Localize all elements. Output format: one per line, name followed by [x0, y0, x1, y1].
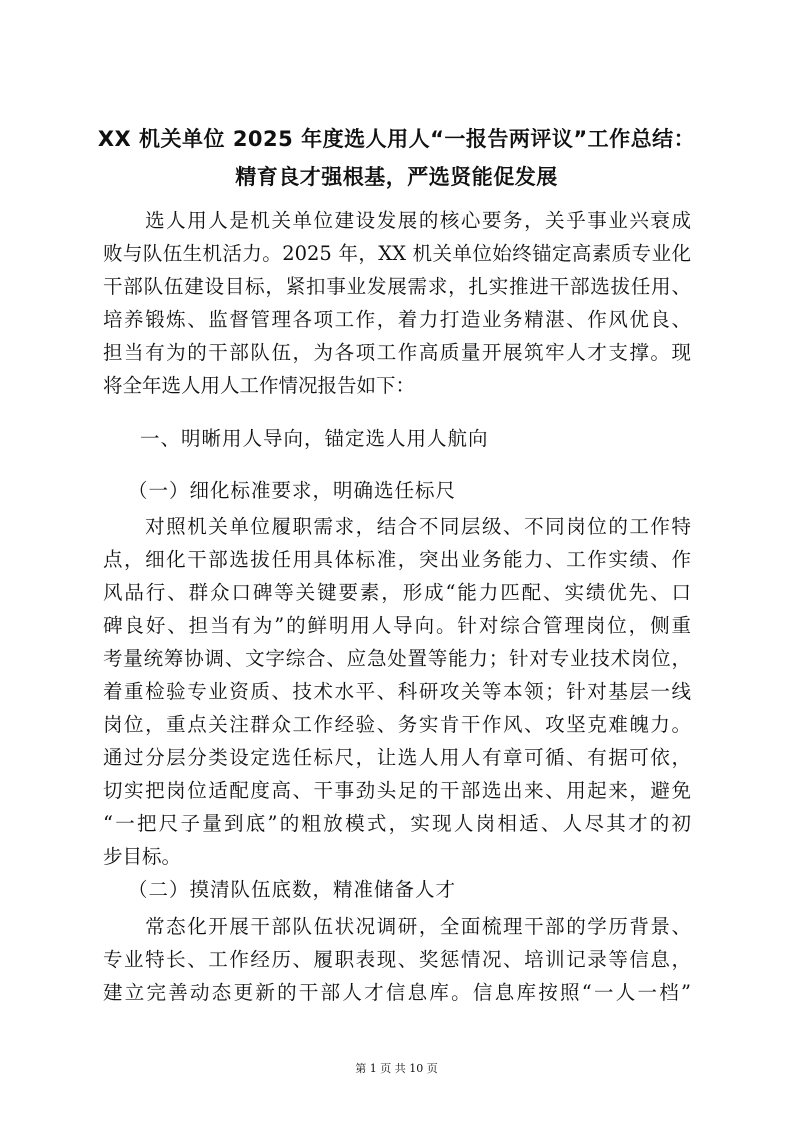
subsection-1-heading: （一）细化标准要求，明确选任标尺 [128, 479, 457, 502]
document-title-line-2: 精育良才强根基，严选贤能促发展 [235, 165, 558, 189]
document-title-line-1: XX 机关单位 2025 年度选人用人“一报告两评议”工作总结： [97, 127, 696, 151]
subsection-2-heading: （二）摸清队伍底数，精准储备人才 [128, 878, 457, 901]
text-line: 考量统筹协调、文字综合、应急处置等能力；针对专业技术岗位， [103, 647, 691, 670]
text-line: 步目标。 [103, 845, 182, 868]
text-line: 干部队伍建设目标，紧扣事业发展需求，扎实推进干部选拔任用、 [103, 275, 691, 298]
section-1-heading: 一、明晰用人导向，锚定选人用人航向 [140, 427, 489, 450]
text-line: 点，细化干部选拔任用具体标准，突出业务能力、工作实绩、作 [103, 548, 691, 571]
text-line: 选人用人是机关单位建设发展的核心要务，关乎事业兴衰成 [103, 209, 691, 232]
text-line: 担当有为的干部队伍，为各项工作高质量开展筑牢人才支撑。现 [103, 341, 691, 364]
text-line: 着重检验专业资质、技术水平、科研攻关等本领；针对基层一线 [103, 680, 691, 703]
text-line: “一把尺子量到底”的粗放模式，实现人岗相适、人尽其才的初 [103, 812, 691, 835]
text-line: 建立完善动态更新的干部人才信息库。信息库按照“一人一档” [103, 981, 691, 1004]
text-line: 常态化开展干部队伍状况调研，全面梳理干部的学历背景、 [103, 915, 691, 938]
text-line: 切实把岗位适配度高、干事劲头足的干部选出来、用起来，避免 [103, 779, 691, 802]
text-line: 风品行、群众口碑等关键要素，形成“能力匹配、实绩优先、口 [103, 581, 691, 604]
text-line: 培养锻炼、监督管理各项工作，着力打造业务精湛、作风优良、 [103, 308, 691, 331]
text-line: 碑良好、担当有为”的鲜明用人导向。针对综合管理岗位，侧重 [103, 614, 691, 637]
text-line: 将全年选人用人工作情况报告如下： [103, 374, 416, 397]
page-number-footer: 第 1 页 共 10 页 [355, 1062, 438, 1075]
text-line: 专业特长、工作经历、履职表现、奖惩情况、培训记录等信息， [103, 948, 691, 971]
text-line: 通过分层分类设定选任标尺，让选人用人有章可循、有据可依， [103, 746, 691, 769]
text-line: 败与队伍生机活力。2025 年，XX 机关单位始终锚定高素质专业化 [103, 242, 691, 265]
text-line: 对照机关单位履职需求，结合不同层级、不同岗位的工作特 [103, 515, 691, 538]
text-line: 岗位，重点关注群众工作经验、务实肯干作风、攻坚克难魄力。 [103, 713, 691, 736]
